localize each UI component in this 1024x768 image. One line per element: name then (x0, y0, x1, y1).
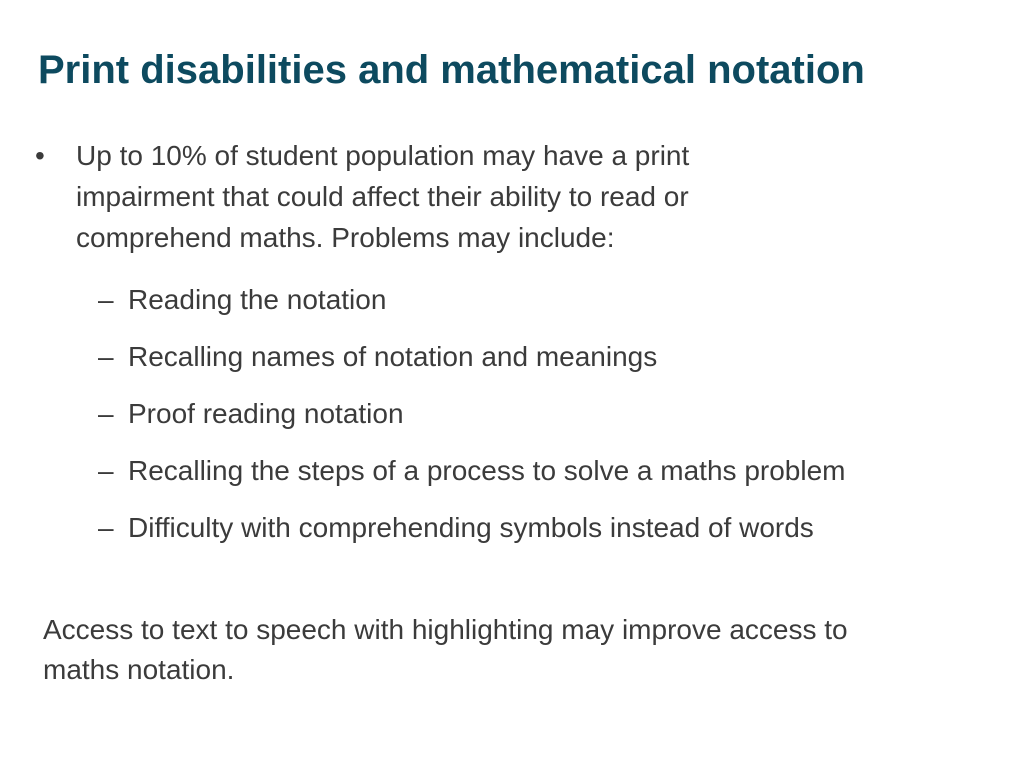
sub-bullet-item (98, 282, 978, 318)
sub-bullet-item (98, 453, 978, 489)
dash-marker: – (98, 284, 114, 315)
bullet-marker: • (35, 140, 45, 171)
sub-bullet-item (98, 339, 978, 375)
sub-bullet-text: Difficulty with comprehending symbols instead of words (128, 512, 814, 543)
sub-bullet-text: Recalling the steps of a process to solve a maths problem (128, 455, 846, 486)
closing-statement: Access to text to speech with highlighting may improve access to maths notation. (43, 614, 848, 685)
slide-title: Print disabilities and mathematical notation (38, 48, 865, 92)
main-bullet-text: Up to 10% of student population may have a print impairment that could affect their ability to read or comprehend maths. Problems may include: (76, 140, 690, 253)
sub-bullet-item (98, 510, 978, 546)
sub-bullet-text: Reading the notation (128, 284, 387, 315)
main-bullet (35, 135, 835, 258)
dash-marker: – (98, 455, 114, 486)
dash-marker: – (98, 398, 114, 429)
sub-bullet-item (98, 396, 978, 432)
sub-bullet-list (98, 282, 978, 567)
sub-bullet-text: Recalling names of notation and meanings (128, 341, 658, 372)
sub-bullet-text: Proof reading notation (128, 398, 404, 429)
dash-marker: – (98, 512, 114, 543)
dash-marker: – (98, 341, 114, 372)
